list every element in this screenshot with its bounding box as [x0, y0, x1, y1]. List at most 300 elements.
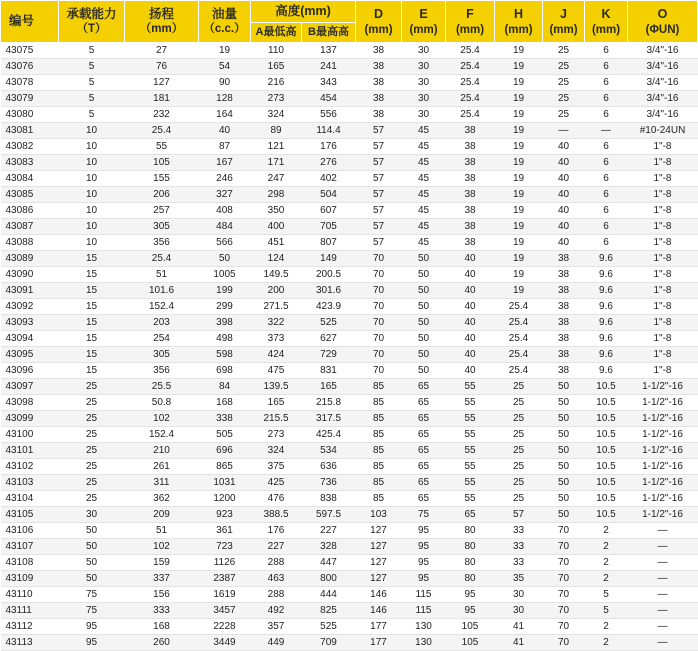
cell-E: 45 [402, 203, 446, 219]
cell-O: 1"-8 [628, 299, 698, 315]
cell-D: 57 [356, 155, 402, 171]
cell-F: 38 [446, 139, 495, 155]
cell-E: 65 [402, 443, 446, 459]
cell-height-b: 215.8 [302, 395, 356, 411]
cell-oil: 50 [199, 251, 251, 267]
cell-D: 57 [356, 219, 402, 235]
cell-J: 38 [543, 331, 585, 347]
table-row [1, 539, 698, 555]
cell-height-a: 215.5 [251, 411, 302, 427]
table-header [1, 1, 698, 43]
cell-stroke: 203 [125, 315, 199, 331]
table-row [1, 91, 698, 107]
cell-stroke: 337 [125, 571, 199, 587]
cell-oil: 164 [199, 107, 251, 123]
table-row [1, 219, 698, 235]
cell-D: 57 [356, 203, 402, 219]
cell-stroke: 305 [125, 219, 199, 235]
cell-F: 40 [446, 299, 495, 315]
cell-K: 10.5 [585, 459, 628, 475]
cell-H: 19 [495, 43, 543, 59]
cell-code: 43113 [1, 635, 59, 651]
cell-O: 1-1/2"-16 [628, 395, 698, 411]
cell-F: 95 [446, 603, 495, 619]
cell-stroke: 181 [125, 91, 199, 107]
cell-height-a: 89 [251, 123, 302, 139]
cell-J: 70 [543, 539, 585, 555]
cell-O: 1-1/2"-16 [628, 379, 698, 395]
table-row [1, 43, 698, 59]
cell-oil: 246 [199, 171, 251, 187]
cell-H: 25 [495, 379, 543, 395]
table-row [1, 139, 698, 155]
cell-height-a: 424 [251, 347, 302, 363]
cell-O: 1"-8 [628, 235, 698, 251]
cell-O: 1"-8 [628, 187, 698, 203]
cell-F: 40 [446, 267, 495, 283]
cell-D: 38 [356, 75, 402, 91]
cell-code: 43111 [1, 603, 59, 619]
cell-D: 127 [356, 555, 402, 571]
cell-H: 19 [495, 75, 543, 91]
cell-D: 70 [356, 251, 402, 267]
cell-J: 50 [543, 427, 585, 443]
cell-O: 1"-8 [628, 139, 698, 155]
cell-stroke: 152.4 [125, 299, 199, 315]
cell-H: 25 [495, 427, 543, 443]
cell-stroke: 50.8 [125, 395, 199, 411]
cell-E: 95 [402, 555, 446, 571]
cell-stroke: 362 [125, 491, 199, 507]
cell-stroke: 27 [125, 43, 199, 59]
cell-F: 38 [446, 235, 495, 251]
cell-stroke: 25.5 [125, 379, 199, 395]
cell-H: 19 [495, 171, 543, 187]
header-oil: 油量 （c.c.） [199, 1, 251, 43]
table-row [1, 395, 698, 411]
cell-O: 1"-8 [628, 363, 698, 379]
cell-stroke: 127 [125, 75, 199, 91]
cell-K: 6 [585, 203, 628, 219]
cell-K: 10.5 [585, 411, 628, 427]
cell-height-a: 273 [251, 427, 302, 443]
cell-J: 50 [543, 491, 585, 507]
cell-K: 10.5 [585, 491, 628, 507]
cell-O: 1"-8 [628, 283, 698, 299]
cell-height-a: 324 [251, 443, 302, 459]
cell-O: 1"-8 [628, 251, 698, 267]
cell-H: 25 [495, 395, 543, 411]
cell-height-b: 165 [302, 379, 356, 395]
cell-E: 130 [402, 635, 446, 651]
cell-H: 19 [495, 283, 543, 299]
cell-D: 103 [356, 507, 402, 523]
table-row [1, 411, 698, 427]
cell-capacity: 15 [59, 363, 125, 379]
cell-E: 30 [402, 43, 446, 59]
cell-K: 6 [585, 187, 628, 203]
table-row [1, 75, 698, 91]
cell-E: 65 [402, 475, 446, 491]
cell-oil: 1126 [199, 555, 251, 571]
cell-F: 80 [446, 555, 495, 571]
cell-code: 43094 [1, 331, 59, 347]
cell-D: 38 [356, 91, 402, 107]
cell-stroke: 168 [125, 619, 199, 635]
cell-D: 85 [356, 427, 402, 443]
cell-O: #10-24UN [628, 123, 698, 139]
table-row [1, 155, 698, 171]
cell-H: 33 [495, 555, 543, 571]
cell-H: 25 [495, 475, 543, 491]
cell-D: 85 [356, 491, 402, 507]
cell-O: — [628, 587, 698, 603]
header-height: 高度(mm) [251, 1, 356, 23]
cell-K: 10.5 [585, 379, 628, 395]
header-height-a: A最低高 [251, 23, 302, 43]
cell-F: 105 [446, 635, 495, 651]
cell-J: 40 [543, 203, 585, 219]
cell-code: 43076 [1, 59, 59, 75]
cell-height-a: 425 [251, 475, 302, 491]
cell-oil: 698 [199, 363, 251, 379]
cell-height-b: 729 [302, 347, 356, 363]
cell-J: 50 [543, 395, 585, 411]
cell-O: 1"-8 [628, 155, 698, 171]
cell-stroke: 76 [125, 59, 199, 75]
cell-oil: 723 [199, 539, 251, 555]
table-row [1, 203, 698, 219]
cell-code: 43081 [1, 123, 59, 139]
cell-D: 38 [356, 59, 402, 75]
cell-H: 41 [495, 635, 543, 651]
cell-H: 19 [495, 123, 543, 139]
cell-capacity: 5 [59, 91, 125, 107]
cell-K: 9.6 [585, 283, 628, 299]
cell-oil: 505 [199, 427, 251, 443]
table-row [1, 443, 698, 459]
cell-H: 25 [495, 459, 543, 475]
cell-D: 146 [356, 587, 402, 603]
cell-E: 50 [402, 315, 446, 331]
cell-K: 9.6 [585, 251, 628, 267]
cell-capacity: 25 [59, 491, 125, 507]
cell-D: 85 [356, 395, 402, 411]
cell-capacity: 15 [59, 283, 125, 299]
cell-height-b: 114.4 [302, 123, 356, 139]
cell-capacity: 10 [59, 155, 125, 171]
header-F: F (mm) [446, 1, 495, 43]
cell-capacity: 25 [59, 459, 125, 475]
cell-capacity: 5 [59, 75, 125, 91]
cell-J: 38 [543, 299, 585, 315]
cell-H: 35 [495, 571, 543, 587]
cell-F: 38 [446, 171, 495, 187]
cell-J: 50 [543, 507, 585, 523]
cell-oil: 54 [199, 59, 251, 75]
cell-oil: 327 [199, 187, 251, 203]
table-row [1, 523, 698, 539]
cell-oil: 408 [199, 203, 251, 219]
cell-code: 43107 [1, 539, 59, 555]
cell-E: 50 [402, 251, 446, 267]
cell-height-a: 373 [251, 331, 302, 347]
cell-F: 40 [446, 251, 495, 267]
cell-F: 40 [446, 331, 495, 347]
cell-O: 1"-8 [628, 171, 698, 187]
cell-E: 130 [402, 619, 446, 635]
cell-H: 19 [495, 107, 543, 123]
cell-code: 43082 [1, 139, 59, 155]
cell-F: 55 [446, 411, 495, 427]
cell-stroke: 155 [125, 171, 199, 187]
table-row [1, 299, 698, 315]
cell-F: 38 [446, 123, 495, 139]
cell-capacity: 50 [59, 539, 125, 555]
cell-capacity: 5 [59, 43, 125, 59]
cell-height-a: 288 [251, 587, 302, 603]
cell-J: 40 [543, 171, 585, 187]
cell-F: 25.4 [446, 91, 495, 107]
cell-D: 57 [356, 123, 402, 139]
cell-D: 127 [356, 571, 402, 587]
table-body [1, 43, 698, 651]
cell-code: 43093 [1, 315, 59, 331]
cell-oil: 40 [199, 123, 251, 139]
table-row [1, 555, 698, 571]
cell-height-b: 525 [302, 315, 356, 331]
cell-O: 1"-8 [628, 347, 698, 363]
cell-K: 9.6 [585, 267, 628, 283]
table-row [1, 475, 698, 491]
cell-J: 70 [543, 587, 585, 603]
cell-capacity: 5 [59, 59, 125, 75]
cell-H: 25 [495, 411, 543, 427]
cell-J: — [543, 123, 585, 139]
table-row [1, 59, 698, 75]
cell-oil: 87 [199, 139, 251, 155]
cell-stroke: 25.4 [125, 123, 199, 139]
cell-code: 43079 [1, 91, 59, 107]
cell-J: 50 [543, 443, 585, 459]
cell-E: 45 [402, 123, 446, 139]
cell-height-b: 137 [302, 43, 356, 59]
cell-K: — [585, 123, 628, 139]
header-J: J (mm) [543, 1, 585, 43]
cell-E: 75 [402, 507, 446, 523]
cell-O: 1"-8 [628, 219, 698, 235]
cell-J: 50 [543, 459, 585, 475]
cell-J: 50 [543, 475, 585, 491]
cell-height-a: 400 [251, 219, 302, 235]
cell-D: 127 [356, 539, 402, 555]
cell-K: 5 [585, 603, 628, 619]
table-row [1, 603, 698, 619]
cell-K: 9.6 [585, 315, 628, 331]
cell-height-b: 607 [302, 203, 356, 219]
cell-K: 6 [585, 139, 628, 155]
cell-stroke: 209 [125, 507, 199, 523]
cell-O: 1"-8 [628, 203, 698, 219]
cell-H: 33 [495, 523, 543, 539]
cell-stroke: 152.4 [125, 427, 199, 443]
cell-capacity: 15 [59, 299, 125, 315]
cell-height-a: 149.5 [251, 267, 302, 283]
cell-K: 2 [585, 571, 628, 587]
cell-D: 70 [356, 283, 402, 299]
cell-capacity: 50 [59, 571, 125, 587]
cell-oil: 19 [199, 43, 251, 59]
cell-height-a: 492 [251, 603, 302, 619]
cell-F: 25.4 [446, 107, 495, 123]
cell-E: 65 [402, 459, 446, 475]
cell-F: 38 [446, 155, 495, 171]
cell-H: 25.4 [495, 331, 543, 347]
cell-height-a: 121 [251, 139, 302, 155]
cell-height-a: 288 [251, 555, 302, 571]
cell-K: 6 [585, 171, 628, 187]
cell-capacity: 95 [59, 635, 125, 651]
cell-O: — [628, 555, 698, 571]
cell-J: 40 [543, 235, 585, 251]
cell-oil: 1031 [199, 475, 251, 491]
cell-code: 43083 [1, 155, 59, 171]
cell-J: 38 [543, 363, 585, 379]
cell-D: 57 [356, 171, 402, 187]
cell-J: 40 [543, 219, 585, 235]
cell-height-b: 525 [302, 619, 356, 635]
table-row [1, 331, 698, 347]
cell-code: 43088 [1, 235, 59, 251]
cell-D: 85 [356, 443, 402, 459]
cell-H: 25.4 [495, 299, 543, 315]
cell-capacity: 15 [59, 251, 125, 267]
cell-K: 10.5 [585, 475, 628, 491]
cell-height-a: 350 [251, 203, 302, 219]
cell-F: 55 [446, 475, 495, 491]
cell-code: 43091 [1, 283, 59, 299]
cell-F: 38 [446, 203, 495, 219]
cell-code: 43090 [1, 267, 59, 283]
cell-F: 25.4 [446, 43, 495, 59]
cell-E: 50 [402, 299, 446, 315]
cell-D: 127 [356, 523, 402, 539]
cell-height-b: 454 [302, 91, 356, 107]
cell-J: 25 [543, 91, 585, 107]
table-row [1, 619, 698, 635]
cell-height-a: 475 [251, 363, 302, 379]
header-code: 编号 [1, 1, 59, 43]
cell-oil: 361 [199, 523, 251, 539]
cell-oil: 168 [199, 395, 251, 411]
cell-J: 70 [543, 555, 585, 571]
table-row [1, 283, 698, 299]
cell-height-b: 800 [302, 571, 356, 587]
cell-E: 50 [402, 267, 446, 283]
table-row [1, 635, 698, 651]
cell-height-a: 322 [251, 315, 302, 331]
table-row [1, 187, 698, 203]
cell-code: 43097 [1, 379, 59, 395]
cell-F: 80 [446, 523, 495, 539]
cell-stroke: 102 [125, 411, 199, 427]
cell-height-a: 165 [251, 59, 302, 75]
cell-E: 115 [402, 603, 446, 619]
cell-F: 25.4 [446, 75, 495, 91]
cell-height-b: 504 [302, 187, 356, 203]
cell-K: 2 [585, 635, 628, 651]
cell-K: 5 [585, 587, 628, 603]
cell-D: 70 [356, 299, 402, 315]
cell-capacity: 10 [59, 187, 125, 203]
cell-F: 55 [446, 379, 495, 395]
cell-height-a: 463 [251, 571, 302, 587]
cell-K: 9.6 [585, 363, 628, 379]
cell-K: 2 [585, 619, 628, 635]
cell-height-b: 444 [302, 587, 356, 603]
table-row [1, 267, 698, 283]
cell-F: 38 [446, 219, 495, 235]
cell-E: 65 [402, 411, 446, 427]
cell-stroke: 261 [125, 459, 199, 475]
cell-code: 43102 [1, 459, 59, 475]
cell-height-b: 534 [302, 443, 356, 459]
cell-O: 3/4"-16 [628, 59, 698, 75]
cell-height-a: 139.5 [251, 379, 302, 395]
cell-K: 10.5 [585, 507, 628, 523]
cell-height-a: 110 [251, 43, 302, 59]
cell-D: 146 [356, 603, 402, 619]
cell-height-a: 357 [251, 619, 302, 635]
cell-J: 38 [543, 347, 585, 363]
cell-stroke: 356 [125, 235, 199, 251]
cell-height-a: 165 [251, 395, 302, 411]
cell-D: 70 [356, 347, 402, 363]
cell-oil: 3449 [199, 635, 251, 651]
cell-H: 25 [495, 443, 543, 459]
cell-code: 43086 [1, 203, 59, 219]
cell-E: 115 [402, 587, 446, 603]
cell-D: 57 [356, 139, 402, 155]
table-row [1, 571, 698, 587]
cell-code: 43085 [1, 187, 59, 203]
table-row [1, 171, 698, 187]
cell-height-a: 388.5 [251, 507, 302, 523]
cell-capacity: 15 [59, 315, 125, 331]
cell-height-a: 247 [251, 171, 302, 187]
cell-code: 43092 [1, 299, 59, 315]
cell-capacity: 25 [59, 411, 125, 427]
table-row [1, 123, 698, 139]
cell-F: 65 [446, 507, 495, 523]
cell-code: 43105 [1, 507, 59, 523]
cell-E: 50 [402, 347, 446, 363]
cell-F: 95 [446, 587, 495, 603]
cell-J: 25 [543, 43, 585, 59]
cell-code: 43096 [1, 363, 59, 379]
table-row [1, 315, 698, 331]
cell-K: 9.6 [585, 299, 628, 315]
cell-J: 25 [543, 59, 585, 75]
cell-D: 38 [356, 107, 402, 123]
cell-E: 50 [402, 331, 446, 347]
cell-code: 43095 [1, 347, 59, 363]
cell-O: 1"-8 [628, 315, 698, 331]
cell-E: 50 [402, 283, 446, 299]
cell-K: 10.5 [585, 395, 628, 411]
table-row [1, 459, 698, 475]
cell-E: 30 [402, 59, 446, 75]
